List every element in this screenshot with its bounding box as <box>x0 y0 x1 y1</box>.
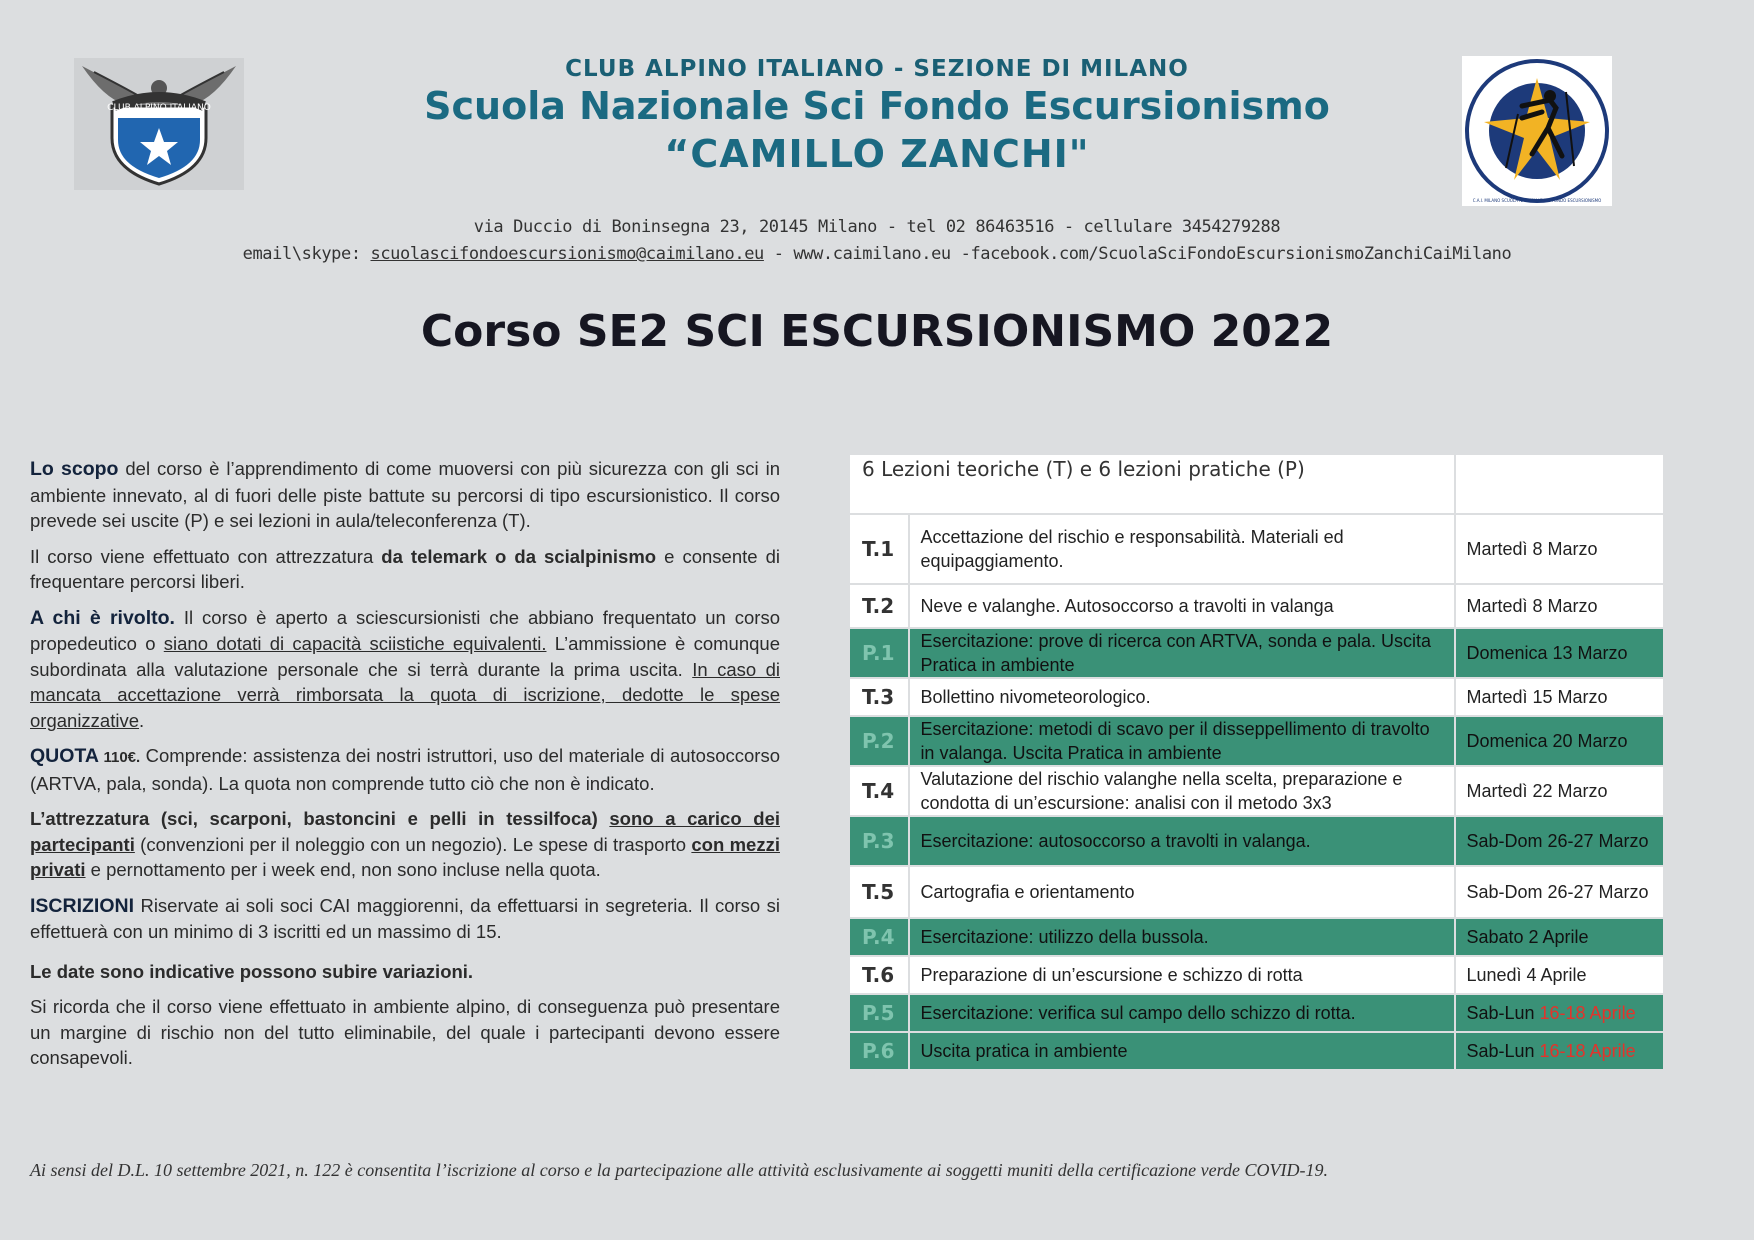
audience-text-u: siano dotati di capacità sciistiche equivalenti. <box>163 633 547 654</box>
page-title: Corso SE2 SCI ESCURSIONISMO 2022 <box>420 306 1334 357</box>
equipment-text-c: e consente di frequentare percorsi liberi. <box>30 545 780 592</box>
scope-lead: Lo scopo <box>30 458 119 480</box>
lesson-date <box>1455 816 1663 866</box>
lesson-date-text: Sab-Dom 26-27 Marzo <box>1466 831 1649 851</box>
schedule-row <box>850 866 1663 918</box>
lesson-description: Esercitazione: prove di ricerca con ARTVA, sonda e pala. Uscita Pratica in ambiente <box>909 628 1455 678</box>
lesson-description: Bollettino nivometeorologico. <box>909 678 1455 716</box>
paragraph-risk: Si ricorda che il corso viene effettuato in ambiente alpino, di conseguenza può presentare un margine di rischio non del tutto eliminabile, del quale i partecipanti devono essere consapevoli. <box>30 996 780 1068</box>
lesson-description: Esercitazione: verifica sul campo dello schizzo di rotta. <box>909 994 1455 1032</box>
lesson-date <box>1455 678 1663 716</box>
lesson-date-text: Martedì 15 Marzo <box>1466 687 1608 707</box>
lesson-code: P.2 <box>850 716 909 766</box>
gear-text-d: (convenzioni per il noleggio con un negozio). Le spese di trasporto <box>134 833 692 855</box>
lesson-date-text: Lunedì 4 Aprile <box>1466 965 1587 985</box>
registration-lead: ISCRIZIONI <box>30 894 135 917</box>
paragraph-audience <box>30 605 780 734</box>
address-line: via Duccio di Boninsegna 23, 20145 Milano - tel 02 86463516 - cellulare 3454279288 <box>473 217 1281 237</box>
lesson-date <box>1455 514 1663 584</box>
lesson-date-text: Sab-Lun <box>1466 1041 1540 1061</box>
web-links: - www.caimilano.eu -facebook.com/ScuolaSciFondoEscursionismoZanchiCaiMilano <box>763 244 1512 264</box>
audience-text-u2: In caso di mancata accettazione verrà rimborsata la quota di iscrizione, dedotte le spese organizzative <box>30 658 780 731</box>
registration-text: Riservate ai soli soci CAI maggiorenni, da effettuarsi in segreteria. Il corso si effettuerà con un minimo di 3 iscritti ed un massimo di 15. <box>30 894 780 942</box>
lesson-date-text: Domenica 13 Marzo <box>1466 643 1628 663</box>
lesson-description: Valutazione del rischio valanghe nella scelta, preparazione e condotta di un’escursione: analisi con il metodo 3x3 <box>909 766 1455 816</box>
lesson-description: Uscita pratica in ambiente <box>909 1032 1455 1070</box>
schedule-row <box>850 716 1663 766</box>
lesson-date <box>1455 584 1663 628</box>
school-logo-text: C.A.I. MILANO SCUOLA NAZIONALE SCI FONDO ESCURSIONISMO <box>1472 198 1602 203</box>
school-dedication: “CAMILLO ZANCHI" <box>664 132 1090 176</box>
gear-space <box>598 808 610 829</box>
paragraph-equipment-type <box>30 544 780 595</box>
lesson-date-text: Sabato 2 Aprile <box>1466 927 1589 947</box>
schedule-heading-empty <box>1455 455 1663 514</box>
schedule-row <box>850 514 1663 584</box>
gear-text-f: e pernottamento per i week end, non sono incluse nella quota. <box>85 859 601 880</box>
equipment-text-a: Il corso viene effettuato con attrezzatura <box>30 545 382 567</box>
schedule-row <box>850 628 1663 678</box>
audience-text-a: Il corso è aperto a sciescursionisti che abbiano frequentato un corso propedeutico o <box>30 606 780 654</box>
lesson-date <box>1455 918 1663 956</box>
lesson-code: P.5 <box>850 994 909 1032</box>
schedule-row <box>850 678 1663 716</box>
lesson-description: Accettazione del rischio e responsabilità. Materiali ed equipaggiamento. <box>909 514 1455 584</box>
cai-logo-text: CLUB ALPINO ITALIANO <box>107 103 211 113</box>
audience-lead: A chi è rivolto. <box>30 606 175 629</box>
school-name: Scuola Nazionale Sci Fondo Escursionismo <box>424 84 1330 128</box>
gear-text-e: con mezzi privati <box>30 833 780 880</box>
fee-price: 110€. <box>98 749 141 766</box>
lesson-code: P.3 <box>850 816 909 866</box>
lesson-description: Esercitazione: autosoccorso a travolti in valanga. <box>909 816 1455 866</box>
lesson-code: P.4 <box>850 918 909 956</box>
lesson-code: T.2 <box>850 584 909 628</box>
course-description <box>30 456 780 1081</box>
lesson-description: Esercitazione: utilizzo della bussola. <box>909 918 1455 956</box>
gear-text-c: sono a carico dei partecipanti <box>30 808 780 855</box>
covid-footnote: Ai sensi del D.L. 10 settembre 2021, n. 122 è consentita l’iscrizione al corso e la partecipazione alle attività esclusivamente ai soggetti muniti della certificazione verde COVID-19. <box>30 1160 1328 1180</box>
schedule-heading-row <box>850 455 1663 514</box>
lesson-description: Neve e valanghe. Autosoccorso a travolti in valanga <box>909 584 1455 628</box>
lesson-date <box>1455 866 1663 918</box>
schedule-row <box>850 956 1663 994</box>
paragraph-gear <box>30 806 780 883</box>
lesson-date-text: Martedì 22 Marzo <box>1466 781 1608 801</box>
lesson-date-text: Martedì 8 Marzo <box>1466 596 1598 616</box>
schedule-table <box>850 455 1663 1071</box>
schedule-row <box>850 584 1663 628</box>
lesson-description: Cartografia e orientamento <box>909 866 1455 918</box>
schedule-row <box>850 766 1663 816</box>
lesson-code: T.6 <box>850 956 909 994</box>
lesson-code: P.1 <box>850 628 909 678</box>
paragraph-fee <box>30 743 780 796</box>
scope-text: del corso è l’apprendimento di come muoversi con più sicurezza con gli sci in ambiente innevato, al di fuori delle piste battute su percorsi di tipo escursionistico. Il corso prevede sei uscite (P) e sei lezioni in aula/teleconferenza (T). <box>30 458 780 531</box>
lesson-date <box>1455 766 1663 816</box>
lesson-code: T.1 <box>850 514 909 584</box>
lesson-description: Preparazione di un’escursione e schizzo di rotta <box>909 956 1455 994</box>
email-label: email\skype: <box>242 244 371 264</box>
paragraph-registration <box>30 893 780 945</box>
lesson-date-text: Sab-Lun <box>1466 1003 1540 1023</box>
lesson-description: Esercitazione: metodi di scavo per il disseppellimento di travolto in valanga. Uscita Pratica in ambiente <box>909 716 1455 766</box>
schedule-row <box>850 994 1663 1032</box>
lesson-date <box>1455 994 1663 1032</box>
paragraph-dates-note: Le date sono indicative possono subire variazioni. <box>30 960 474 982</box>
lesson-code: T.5 <box>850 866 909 918</box>
schedule-row <box>850 1032 1663 1070</box>
fee-lead: QUOTA <box>30 745 99 767</box>
lesson-date-highlight: 16-18 Aprile <box>1539 1003 1636 1023</box>
contact-line <box>0 244 1754 264</box>
lesson-date-highlight: 16-18 Aprile <box>1539 1041 1636 1061</box>
club-name: CLUB ALPINO ITALIANO - SEZIONE DI MILANO <box>565 56 1189 82</box>
schedule-row <box>850 918 1663 956</box>
audience-text-b: L’ammissione è comunque subordinata alla valutazione personale che si terrà durante la prima uscita. <box>30 633 780 680</box>
paragraph-scope <box>30 456 780 534</box>
audience-text-end: . <box>139 709 145 731</box>
lesson-date-text: Martedì 8 Marzo <box>1466 539 1598 559</box>
lesson-code: T.4 <box>850 766 909 816</box>
lesson-date <box>1455 628 1663 678</box>
equipment-text-b: da telemark o da scialpinismo <box>381 545 657 567</box>
gear-text-a: L’attrezzatura (sci, scarponi, bastoncini e pelli in tessilfoca) <box>30 808 598 829</box>
lesson-date <box>1455 716 1663 766</box>
schedule-heading: 6 Lezioni teoriche (T) e 6 lezioni pratiche (P) <box>850 455 1455 514</box>
schedule-row <box>850 816 1663 866</box>
lesson-date <box>1455 956 1663 994</box>
lesson-date-text: Domenica 20 Marzo <box>1466 731 1628 751</box>
lesson-date <box>1455 1032 1663 1070</box>
lesson-code: T.3 <box>850 678 909 716</box>
lesson-date-text: Sab-Dom 26-27 Marzo <box>1466 882 1649 902</box>
fee-text: Comprende: assistenza dei nostri istruttori, uso del materiale di autosoccorso (ARTVA, pala, sonda). La quota non comprende tutto ciò che non è indicato. <box>30 745 780 794</box>
lesson-code: P.6 <box>850 1032 909 1070</box>
email-link[interactable]: scuolascifondoescursionismo@caimilano.eu <box>370 244 764 264</box>
